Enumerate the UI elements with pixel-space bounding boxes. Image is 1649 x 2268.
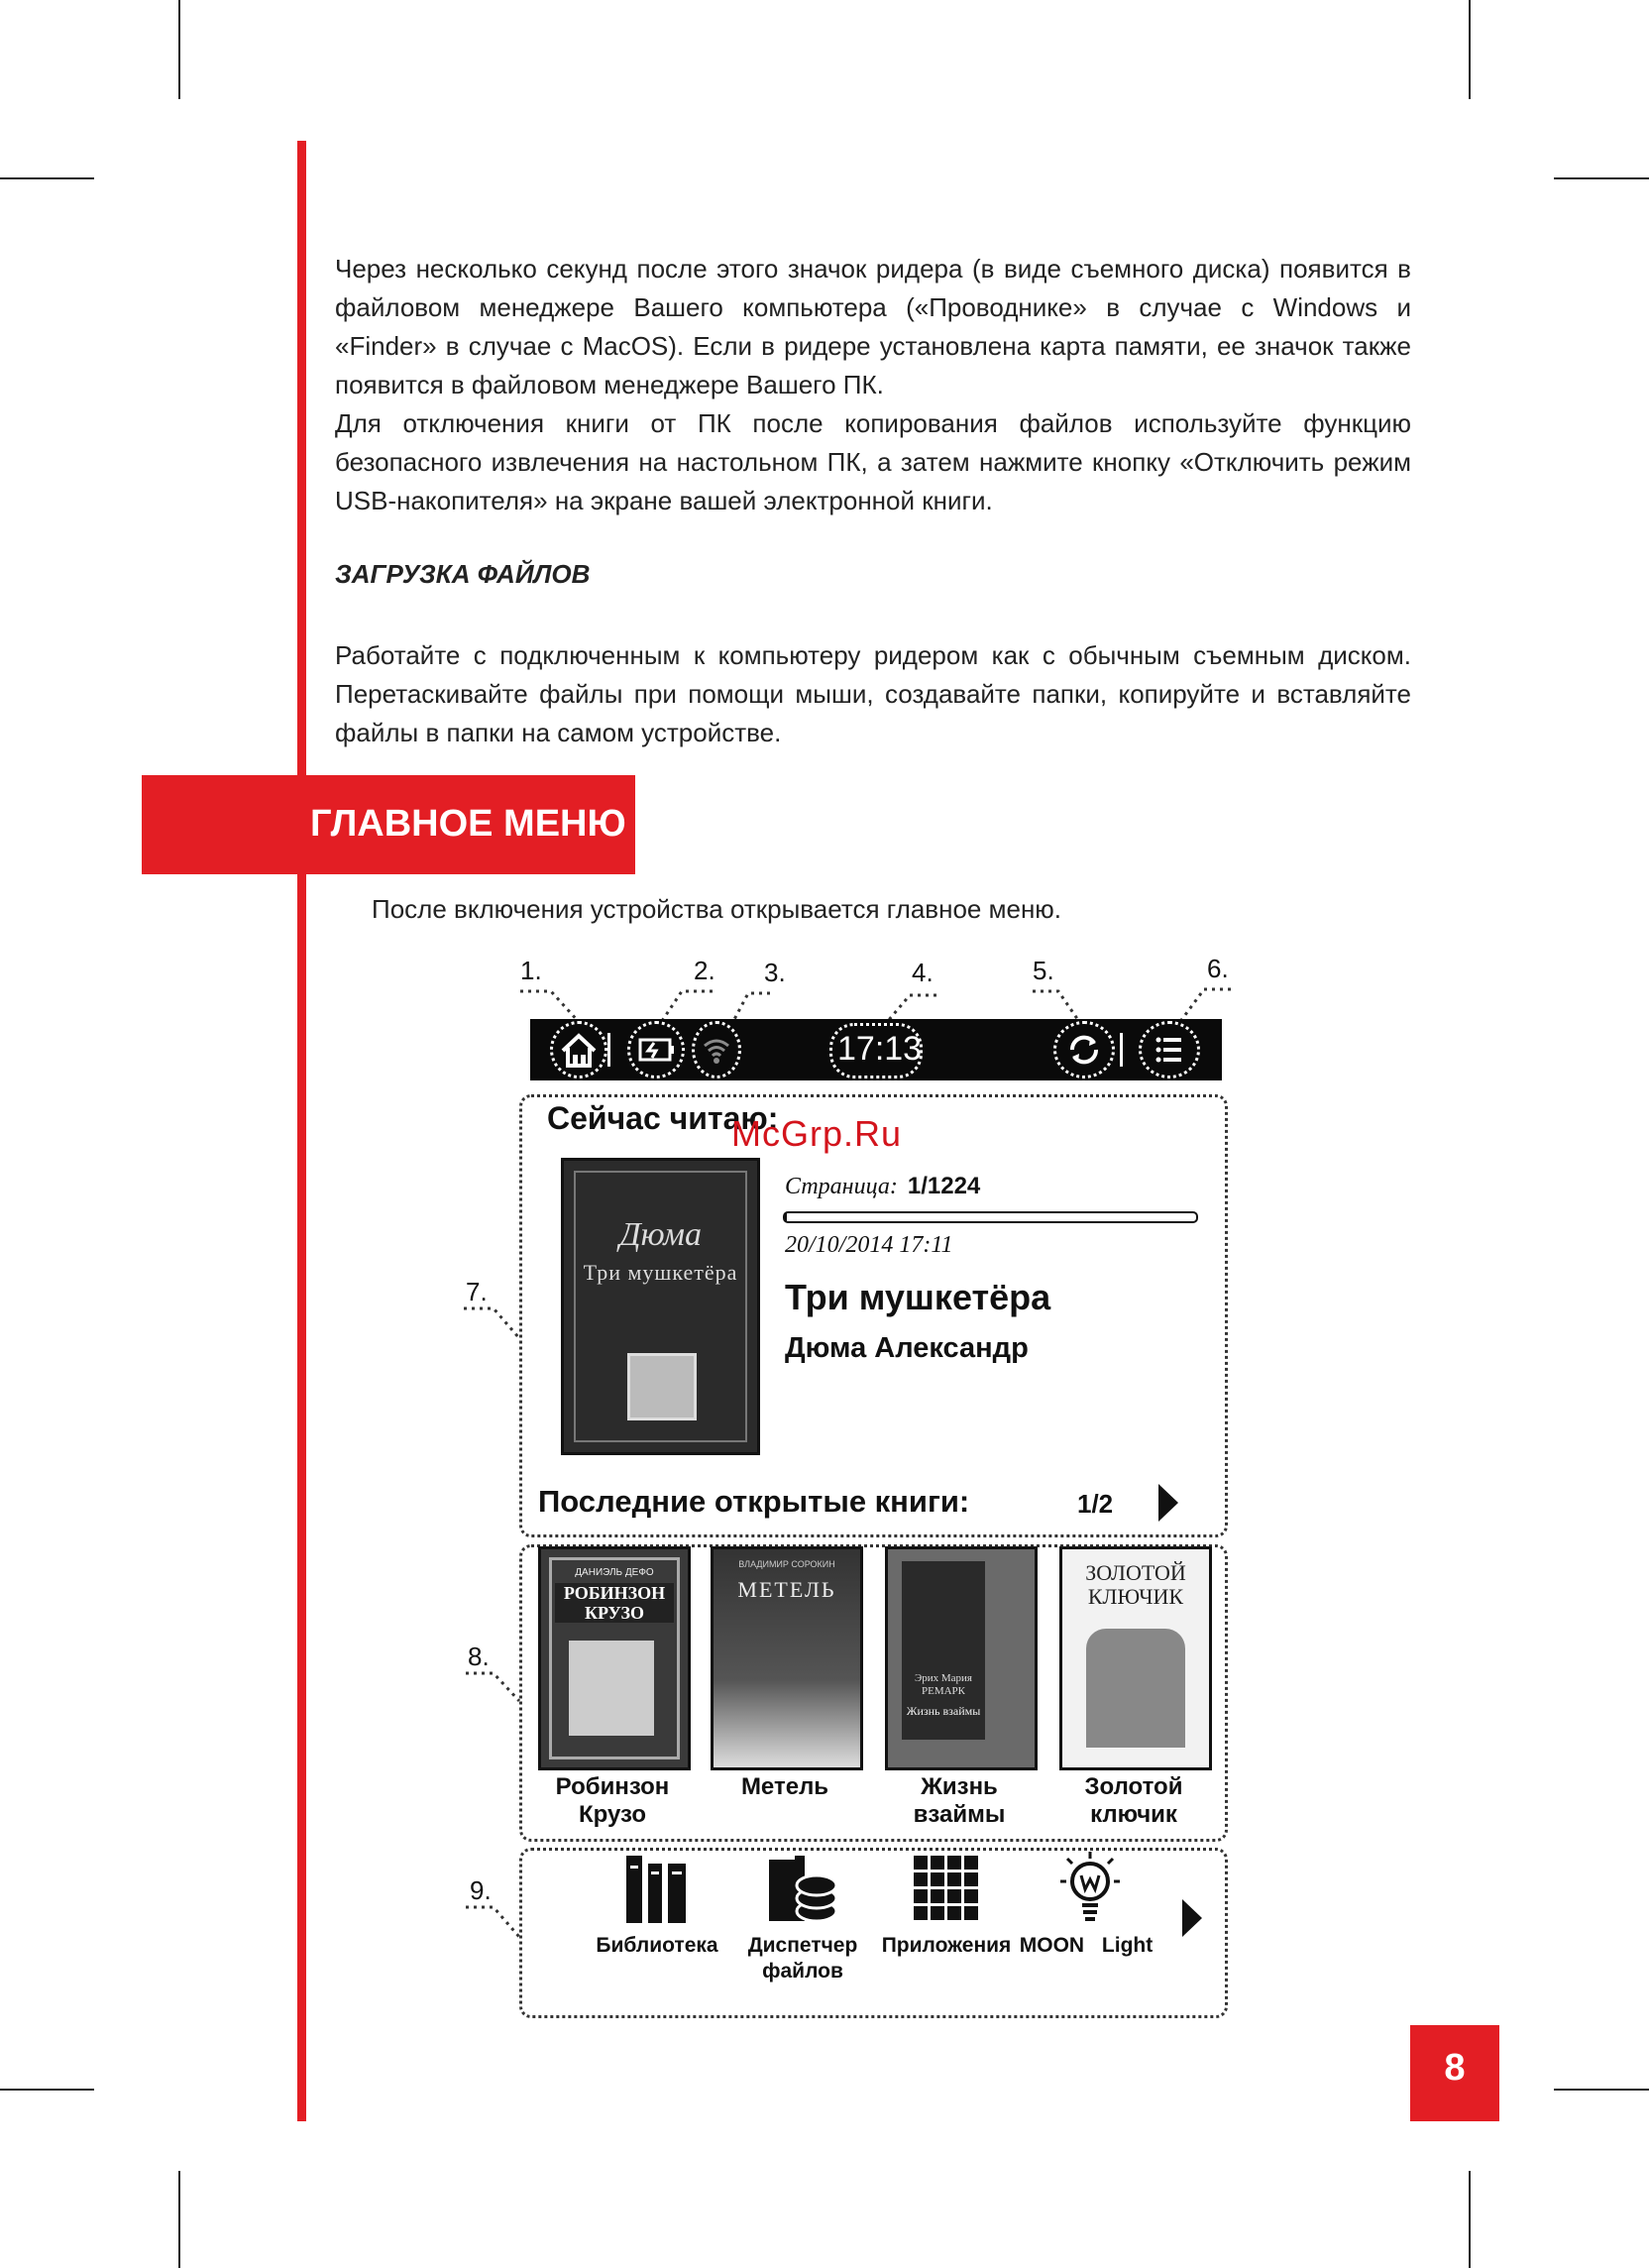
- file-manager-icon[interactable]: [767, 1854, 838, 1925]
- cover-author: Дюма: [618, 1216, 702, 1253]
- now-reading-heading: Сейчас читаю:: [547, 1100, 779, 1136]
- subheading: ЗАГРУЗКА ФАЙЛОВ: [335, 559, 591, 589]
- callout-4: 4.: [912, 958, 934, 987]
- moon-light-icon[interactable]: [1060, 1850, 1120, 1923]
- cover-illustration: [1086, 1629, 1185, 1748]
- leader-9: [466, 1907, 519, 1937]
- callout-5: 5.: [1033, 956, 1054, 985]
- grid-cell: [931, 1906, 944, 1920]
- page-label: Страница:: [785, 1174, 898, 1199]
- intro-text: После включения устройства открывается главное меню.: [372, 894, 1062, 924]
- current-book-author: Дюма Александр: [785, 1332, 1029, 1364]
- grid-cell: [931, 1856, 944, 1870]
- recent-book-label-3: Жизнь взаймы: [913, 1773, 1006, 1828]
- page-value: 1/1224: [907, 1173, 981, 1199]
- cover-title: Жизнь взаймы: [906, 1704, 981, 1718]
- sync-icon[interactable]: [1053, 1021, 1115, 1078]
- cover-title: МЕТЕЛЬ: [737, 1577, 836, 1602]
- paragraph-2: Для отключения книги от ПК после копирования файлов используйте функцию безопасного извлечения на настольном ПК, а затем нажмите кнопку «Отключить режим USB-накопителя» на экране вашей электронной книги.: [335, 408, 1411, 515]
- apps-grid-icon[interactable]: [912, 1854, 981, 1923]
- reading-progress-bar: [783, 1211, 1198, 1223]
- grid-cell: [914, 1889, 928, 1903]
- recent-book-label-4: Золотой ключик: [1084, 1773, 1183, 1828]
- page-number: 8: [1444, 2047, 1466, 2089]
- grid-cell: [947, 1889, 961, 1903]
- grid-cell: [964, 1856, 978, 1870]
- page-number-box: [1410, 2025, 1499, 2121]
- recent-book-cover-1[interactable]: [538, 1546, 691, 1770]
- grid-cell: [931, 1889, 944, 1903]
- grid-cell: [914, 1906, 928, 1920]
- wifi-icon: [692, 1021, 741, 1078]
- recent-book-label-1: Робинзон Крузо: [555, 1773, 670, 1828]
- grid-cell: [947, 1872, 961, 1886]
- grid-cell: [931, 1872, 944, 1886]
- cover-subtitle: Эрих Мария РЕМАРК: [914, 1672, 972, 1697]
- app-label-apps: Приложения: [881, 1934, 1012, 1957]
- divider: [607, 1033, 610, 1067]
- recent-book-cover-4[interactable]: [1059, 1546, 1212, 1770]
- recent-books-heading: Последние открытые книги:: [538, 1484, 970, 1519]
- grid-cell: [914, 1872, 928, 1886]
- watermark: McGrp.Ru: [731, 1113, 903, 1154]
- recent-book-cover-2[interactable]: [711, 1546, 863, 1770]
- grid-cell: [914, 1856, 928, 1870]
- callout-8: 8.: [468, 1642, 490, 1671]
- cover-title: РОБИНЗОН КРУЗО: [555, 1583, 674, 1623]
- reading-progress-fill: [785, 1213, 787, 1221]
- section-title: ГЛАВНОЕ МЕНЮ: [310, 803, 626, 845]
- clock: 17:13: [837, 1030, 923, 1068]
- cover-title: Три мушкетёра: [583, 1260, 738, 1285]
- callout-1: 1.: [520, 956, 542, 985]
- cover-illustration: [569, 1641, 654, 1736]
- last-read-date: 20/10/2014 17:11: [785, 1232, 953, 1258]
- grid-cell: [964, 1906, 978, 1920]
- app-label-library: Библиотека: [596, 1934, 718, 1957]
- recent-book-cover-3[interactable]: [885, 1546, 1038, 1770]
- apps-next-arrow-icon[interactable]: [1182, 1899, 1202, 1937]
- grid-cell: [947, 1906, 961, 1920]
- recent-page-indicator: 1/2: [1077, 1489, 1114, 1519]
- grid-cell: [947, 1856, 961, 1870]
- current-book-cover[interactable]: [561, 1158, 760, 1455]
- current-book-title: Три мушкетёра: [785, 1277, 1051, 1317]
- library-icon[interactable]: [624, 1854, 690, 1925]
- app-label-file-manager: Диспетчер файлов: [747, 1934, 858, 1983]
- callout-3: 3.: [764, 958, 786, 987]
- leader-8: [466, 1673, 519, 1701]
- callout-2: 2.: [694, 956, 715, 985]
- cover-illustration: [627, 1353, 697, 1420]
- paragraph-3: Работайте с подключенным к компьютеру ридером как с обычным съемным диском. Перетаскивайте файлы при помощи мыши, создавайте папки, копируйте и вставляйте файлы в папки на самом устройстве.: [335, 640, 1411, 747]
- callout-7: 7.: [466, 1277, 488, 1306]
- app-label-moon-light: MOON Light: [1019, 1934, 1154, 1957]
- page-indicator: [785, 1173, 980, 1200]
- paragraph-1: Через несколько секунд после этого значок ридера (в виде съемного диска) появится в файловом менеджере Вашего компьютера («Проводнике» в случае с Windows и «Finder» в случае с MacOS). Если в ридере установлена карта памяти, ее значок также появится в файловом менеджере Вашего ПК.: [335, 254, 1411, 399]
- divider: [1120, 1033, 1123, 1067]
- leader-7: [464, 1308, 519, 1338]
- cover-subtitle: ВЛАДИМИР СОРОКИН: [738, 1559, 835, 1569]
- grid-cell: [964, 1889, 978, 1903]
- leader-4: [888, 995, 936, 1021]
- battery-icon: [627, 1021, 685, 1078]
- cover-title: ЗОЛОТОЙ КЛЮЧИК: [1085, 1560, 1186, 1609]
- next-page-arrow-icon[interactable]: [1158, 1484, 1178, 1522]
- grid-cell: [964, 1872, 978, 1886]
- leader-6: [1179, 989, 1231, 1023]
- leader-2: [662, 991, 713, 1021]
- callout-6: 6.: [1207, 954, 1229, 983]
- recent-book-label-2: Метель: [740, 1773, 829, 1800]
- callout-9: 9.: [470, 1875, 492, 1905]
- menu-icon[interactable]: [1139, 1021, 1200, 1078]
- cover-subtitle: ДАНИЭЛЬ ДЕФО: [575, 1567, 654, 1578]
- status-bar: [530, 1019, 1222, 1080]
- home-icon[interactable]: [550, 1021, 607, 1078]
